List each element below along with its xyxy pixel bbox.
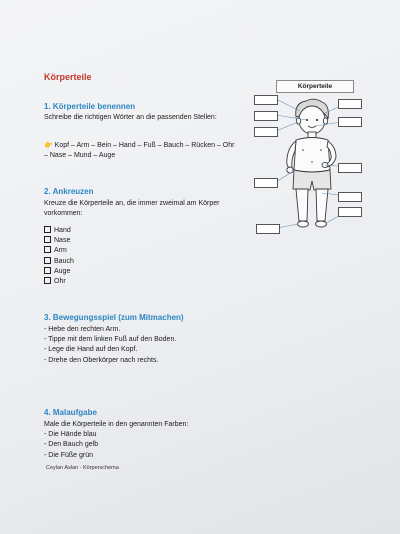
label-box-arm[interactable] xyxy=(254,178,278,188)
label-box-leg[interactable] xyxy=(338,207,362,217)
label-box-mouth[interactable] xyxy=(338,117,362,127)
checkbox-item-hand[interactable]: Hand xyxy=(44,226,74,236)
list-item: - Tippe mit dem linken Fuß auf den Boden. xyxy=(44,336,177,344)
section-1-instruction: Schreibe die richtigen Wörter an die passenden Stellen: xyxy=(44,114,217,121)
checkbox-icon[interactable] xyxy=(44,277,51,284)
figure-title: Körperteile xyxy=(276,80,354,93)
section-2-heading: 2. Ankreuzen xyxy=(44,187,94,196)
list-item: - Die Hände blau xyxy=(44,431,97,439)
label-box-hair[interactable] xyxy=(254,95,278,105)
list-item: - Lege die Hand auf den Kopf. xyxy=(44,346,138,354)
checkbox-icon[interactable] xyxy=(44,236,51,243)
section-3-heading: 3. Bewegungsspiel (zum Mitmachen) xyxy=(44,313,184,322)
section-2-instruction: Kreuze die Körperteile an, die immer zweimal am Körper vorkommen: xyxy=(44,200,220,218)
list-item: - Hebe den rechten Arm. xyxy=(44,326,121,333)
checkbox-icon[interactable] xyxy=(44,267,51,274)
checkbox-item-bauch[interactable]: Bauch xyxy=(44,257,74,267)
list-item: - Drehe den Oberkörper nach rechts. xyxy=(44,356,159,364)
list-item: - Die Füße grün xyxy=(44,451,94,459)
checkbox-item-nase[interactable]: Nase xyxy=(44,236,74,246)
checkbox-list xyxy=(44,226,74,287)
section-1-heading: 1. Körperteile benennen xyxy=(44,102,136,111)
painting-instruction: Male die Körperteile in den genannten Farben: xyxy=(44,421,189,428)
label-box-foot[interactable] xyxy=(256,224,280,234)
checkbox-item-arm[interactable]: Arm xyxy=(44,246,74,256)
checkbox-icon[interactable] xyxy=(44,257,51,264)
worksheet-title: Körperteile xyxy=(44,72,92,82)
list-item: - Den Bauch gelb xyxy=(44,441,99,449)
footer-credit: Ceylan Aslan - Körperschema xyxy=(46,465,119,471)
label-box-head[interactable] xyxy=(338,99,362,109)
movement-list xyxy=(44,325,176,366)
checkbox-item-auge[interactable]: Auge xyxy=(44,267,74,277)
label-box-hand[interactable] xyxy=(338,163,362,173)
word-list-line-1: 👉 Kopf – Arm – Bein – Hand – Fuß – Bauch – Rücken – Ohr xyxy=(44,142,235,149)
label-box-eye[interactable] xyxy=(254,111,278,121)
section-1-word-list xyxy=(44,141,234,161)
checkbox-icon[interactable] xyxy=(44,246,51,253)
painting-task xyxy=(44,420,188,461)
section-4-heading: 4. Malaufgabe xyxy=(44,408,97,417)
word-list-line-2: – Nase – Mund – Auge xyxy=(44,152,116,160)
label-box-ear[interactable] xyxy=(254,127,278,137)
checkbox-icon[interactable] xyxy=(44,226,51,233)
label-box-knee[interactable] xyxy=(338,192,362,202)
checkbox-item-ohr[interactable]: Ohr xyxy=(44,277,74,287)
